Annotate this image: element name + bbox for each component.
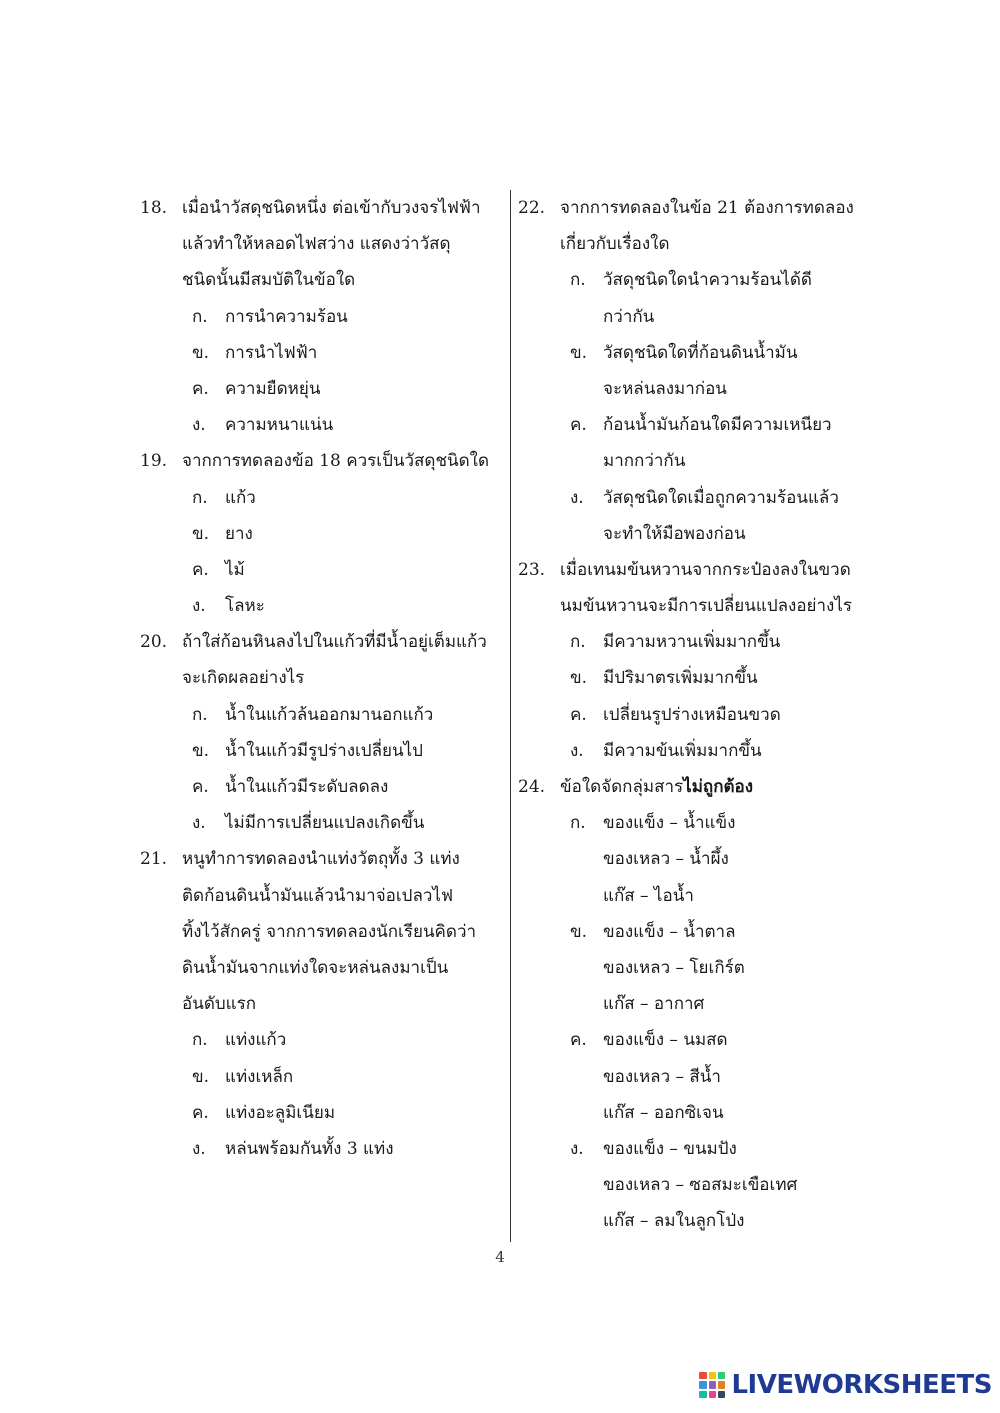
- option-a[interactable]: ก. การนำความร้อน: [192, 306, 348, 327]
- option-c[interactable]: ค. เปลี่ยนรูปร่างเหมือนขวด: [570, 704, 781, 725]
- option-c[interactable]: ค. น้ำในแก้วมีระดับลดลง: [192, 777, 389, 797]
- question-text: ดินน้ำมันจากแท่งใดจะหล่นลงมาเป็น: [182, 957, 449, 978]
- question-text: นมข้นหวานจะมีการเปลี่ยนแปลงอย่างไร: [560, 596, 853, 617]
- option-b[interactable]: ข. มีปริมาตรเพิ่มมากขึ้น: [570, 668, 758, 689]
- option-a[interactable]: ก. มีความหวานเพิ่มมากขึ้น: [570, 632, 781, 653]
- column-divider: [510, 190, 511, 1242]
- question-text: ถ้าใส่ก้อนหินลงไปในแก้วที่มีน้ำอยู่เต็มแก้ว: [182, 632, 487, 653]
- question-text: ติดก้อนดินน้ำมันแล้วนำมาจ่อเปลวไฟ: [182, 885, 454, 906]
- option-d[interactable]: ง. ไม่มีการเปลี่ยนแปลงเกิดขึ้น: [192, 813, 425, 834]
- question-number: 19.: [140, 451, 168, 472]
- option-c[interactable]: ค. แท่งอะลูมิเนียม: [192, 1102, 336, 1123]
- option-d[interactable]: ง. ความหนาแน่น: [192, 415, 334, 436]
- question-text: หนูทำการทดลองนำแท่งวัตถุทั้ง 3 แท่ง: [182, 849, 460, 870]
- question-18: [140, 190, 508, 443]
- question-number: 23.: [518, 559, 546, 580]
- option-a[interactable]: ก. แท่งแก้ว: [192, 1030, 287, 1051]
- question-19: [140, 443, 508, 624]
- option-d[interactable]: ง. วัสดุชนิดใดเมื่อถูกความร้อนแล้ว จะทำให้มือพองก่อน: [570, 487, 839, 544]
- option-c[interactable]: ค. ความยืดหยุ่น: [192, 378, 321, 399]
- question-text: เมื่อนำวัสดุชนิดหนึ่ง ต่อเข้ากับวงจรไฟฟ้า: [182, 198, 481, 218]
- question-number: 22.: [518, 198, 546, 218]
- option-b[interactable]: ข. การนำไฟฟ้า: [192, 342, 318, 363]
- question-24: [518, 769, 868, 1239]
- option-b[interactable]: ข. น้ำในแก้วมีรูปร่างเปลี่ยนไป: [192, 740, 423, 761]
- question-number: 24.: [518, 777, 546, 797]
- option-a[interactable]: ก. ของแข็ง – น้ำแข็ง ของเหลว – น้ำผึ้ง แก๊ส – ไอน้ำ: [570, 813, 736, 906]
- question-text: จากการทดลองในข้อ 21 ต้องการทดลอง: [560, 198, 854, 218]
- option-d[interactable]: ง. มีความข้นเพิ่มมากขึ้น: [570, 740, 762, 761]
- question-number: 18.: [140, 198, 168, 218]
- question-text: เมื่อเทนมข้นหวานจากกระป๋องลงในขวด: [560, 559, 851, 580]
- option-a[interactable]: ก. น้ำในแก้วล้นออกมานอกแก้ว: [192, 704, 434, 725]
- option-b[interactable]: ข. ยาง: [192, 523, 253, 544]
- question-number: 21.: [140, 849, 168, 870]
- option-d[interactable]: ง. ของแข็ง – ขนมปัง ของเหลว – ซอสมะเขือเทศ แก๊ส – ลมในลูกโป่ง: [570, 1138, 798, 1232]
- option-d[interactable]: ง. โลหะ: [192, 596, 265, 617]
- question-text: อันดับแรก: [182, 994, 257, 1015]
- option-c[interactable]: ค. ไม้: [192, 559, 245, 580]
- option-c[interactable]: ค. ของแข็ง – นมสด ของเหลว – สีน้ำ แก๊ส – ออกซิเจน: [570, 1030, 728, 1123]
- option-b[interactable]: ข. แท่งเหล็ก: [192, 1066, 294, 1087]
- liveworksheets-logo-icon: [699, 1372, 725, 1398]
- question-text: จากการทดลองข้อ 18 ควรเป็นวัสดุชนิดใด: [182, 451, 489, 472]
- liveworksheets-watermark: [699, 1365, 992, 1405]
- question-21: [140, 841, 508, 1167]
- option-c[interactable]: ค. ก้อนน้ำมันก้อนใดมีความเหนียว มากกว่ากัน: [570, 415, 832, 472]
- option-b[interactable]: ข. วัสดุชนิดใดที่ก้อนดินน้ำมัน จะหล่นลงมาก่อน: [570, 342, 798, 399]
- question-text: จะเกิดผลอย่างไร: [182, 668, 305, 689]
- watermark-text: LIVEWORKSHEETS: [731, 1370, 992, 1400]
- page-number: 4: [495, 1248, 505, 1266]
- question-22: [518, 190, 868, 552]
- option-d[interactable]: ง. หล่นพร้อมกันทั้ง 3 แท่ง: [192, 1138, 394, 1159]
- question-text: ข้อใดจัดกลุ่มสารไม่ถูกต้อง: [560, 777, 754, 797]
- left-column: [140, 190, 508, 1167]
- option-a[interactable]: ก. วัสดุชนิดใดนำความร้อนได้ดี กว่ากัน: [570, 270, 812, 327]
- right-column: [518, 190, 868, 1239]
- question-text: เกี่ยวกับเรื่องใด: [560, 234, 670, 255]
- question-number: 20.: [140, 632, 168, 653]
- question-text: ชนิดนั้นมีสมบัติในข้อใด: [182, 270, 356, 291]
- option-a[interactable]: ก. แก้ว: [192, 487, 256, 508]
- question-20: [140, 624, 508, 841]
- option-b[interactable]: ข. ของแข็ง – น้ำตาล ของเหลว – โยเกิร์ต แก๊ส – อากาศ: [570, 921, 745, 1015]
- question-text: ทิ้งไว้สักครู่ จากการทดลองนักเรียนคิดว่า: [182, 921, 477, 942]
- question-23: [518, 552, 868, 769]
- emphasis-text: ไม่ถูกต้อง: [683, 777, 754, 797]
- question-text: แล้วทำให้หลอดไฟสว่าง แสดงว่าวัสดุ: [182, 234, 451, 255]
